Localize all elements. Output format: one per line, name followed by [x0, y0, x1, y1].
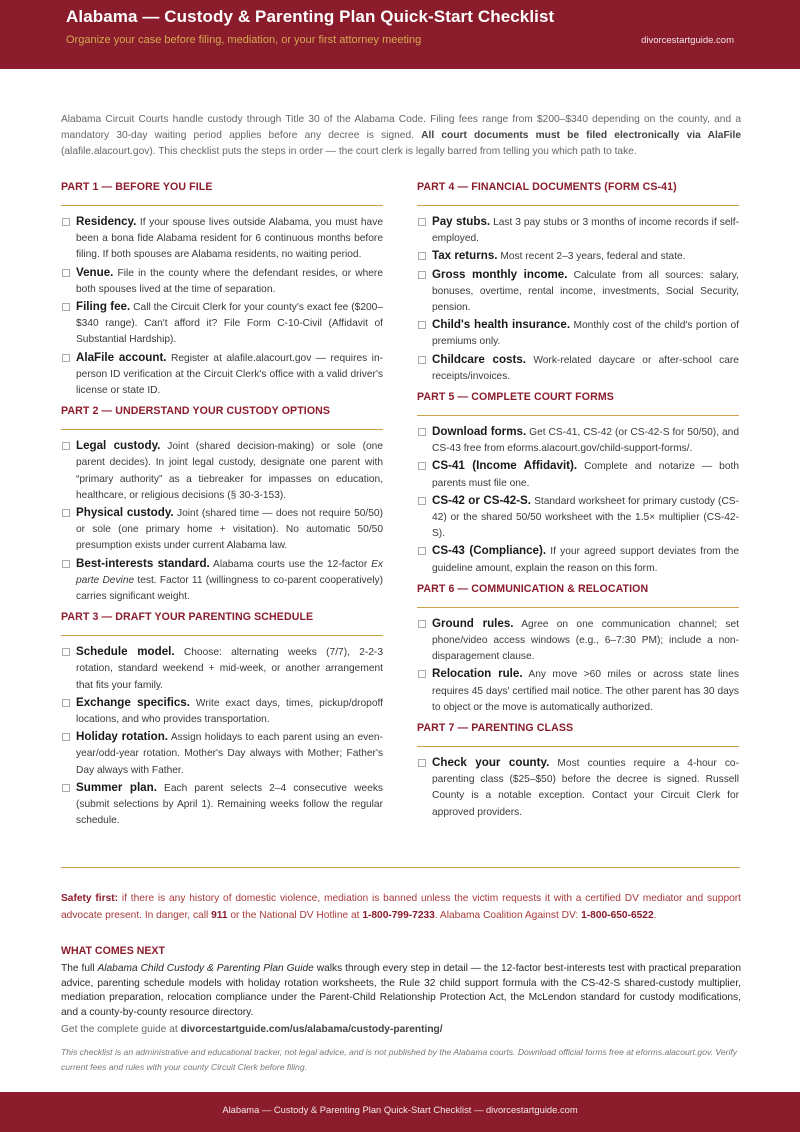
item-text: Choose: alternating weeks (7/7), 2-2-3 rotation, standard weekend + mid-week, or another arrangement that fits your family.	[76, 647, 383, 691]
checklist-item	[61, 556, 383, 606]
part-5-section	[417, 391, 739, 577]
item-text: If your spouse lives outside Alabama, you must have been a bona fide Alabama resident for 6 continuous months before filing. If both spouses are Alabama residents, no waiting period.	[76, 217, 383, 261]
item-label: Summer plan.	[76, 780, 157, 794]
item-text: Write exact days, times, pickup/dropoff locations, and who provides transportation.	[76, 697, 383, 726]
checkbox[interactable]	[418, 759, 426, 767]
item-text: Each parent selects 2–4 consecutive weeks (submit selections by April 1). Remaining weeks follow the regular schedule.	[76, 782, 384, 827]
checkbox[interactable]	[62, 442, 70, 450]
section-divider	[417, 746, 739, 747]
section-divider	[417, 607, 739, 608]
right-column	[417, 178, 739, 827]
item-label: Tax returns.	[432, 249, 498, 263]
guide-link-line	[61, 1024, 443, 1035]
item-label: Check your county.	[432, 756, 550, 770]
checklist-item	[61, 350, 383, 400]
checkbox[interactable]	[62, 509, 70, 517]
page-title: Alabama — Custody & Parenting Plan Quick-Start Checklist	[66, 7, 555, 26]
checklist-item	[61, 299, 383, 349]
guide-link[interactable]: divorcestartguide.com/us/alabama/custody-parenting/	[180, 1024, 443, 1035]
part-7-section	[417, 722, 739, 821]
item-label: CS-41 (Income Affidavit).	[432, 459, 578, 473]
part-2-title: PART 2 — UNDERSTAND YOUR CUSTODY OPTIONS	[61, 405, 331, 418]
item-label: Best-interests standard.	[76, 556, 210, 570]
section-divider	[417, 205, 739, 206]
item-label: Physical custody.	[76, 506, 174, 520]
checklist-item	[417, 352, 739, 385]
item-text: Complete and notarize — both parents must file one.	[432, 461, 739, 489]
section-divider	[417, 415, 739, 416]
page-header	[0, 0, 800, 69]
checkbox[interactable]	[418, 620, 426, 628]
checkbox[interactable]	[418, 218, 426, 226]
item-label: Exchange specifics.	[76, 695, 190, 709]
safety-text: or the National DV Hotline at	[227, 909, 363, 921]
item-text: Get CS-41, CS-42 (or CS-42-S for 50/50), and CS-43 free from eforms.alacourt.gov/child-support-forms/.	[432, 427, 739, 455]
section-divider	[61, 429, 383, 430]
checklist-item	[417, 755, 739, 821]
checkbox[interactable]	[62, 784, 70, 792]
intro-text: (alafile.alacourt.gov). This checklist puts the steps in order — the court clerk is legally barred from telling you which path to take.	[61, 146, 637, 157]
checklist-item	[61, 505, 383, 555]
checkbox[interactable]	[62, 699, 70, 707]
next-text: walks through every step in detail — the 12-factor best-interests test with practical preparation advice, parenting schedule models with holiday rotation worksheets, the Rule 32 child support formula with the CS-42-S shared-custody multiplier, mediation preparation, relocation compliance under the Parent-Child Relationship Protection Act, the McLendon standard for custody modifications, and a county-by-county resource directory.	[61, 963, 741, 1018]
checklist-item	[61, 644, 383, 694]
checklist-item	[61, 780, 383, 830]
checklist-item	[417, 543, 739, 576]
part-3-section	[61, 611, 383, 829]
item-text: Joint (shared time — does not require 50/50) or sole (one primary home + visitation). No automatic 50/50 presumption exists under current Alabama law.	[76, 508, 383, 552]
footer-text: Alabama — Custody & Parenting Plan Quick-Start Checklist — divorcestartguide.com	[222, 1104, 578, 1115]
item-text: Joint (shared decision-making) or sole (one parent decides). In joint legal custody, designate one parent with “primary authority” as a tiebreaker for impasses on education, healthcare, or religious decisions (§ 30-3-153).	[76, 441, 383, 501]
item-label: Gross monthly income.	[432, 267, 568, 281]
checklist-item	[417, 458, 739, 491]
item-label: Relocation rule.	[432, 667, 523, 681]
checklist-item	[417, 214, 739, 247]
item-text: Last 3 pay stubs or 3 months of income records if self-employed.	[432, 217, 739, 245]
item-label: Legal custody.	[76, 439, 161, 453]
guide-title: Alabama Child Custody & Parenting Plan Guide	[97, 963, 314, 974]
checkbox[interactable]	[418, 356, 426, 364]
emergency-number: 911	[211, 909, 228, 921]
item-label: Holiday rotation.	[76, 730, 169, 744]
item-text: Most recent 2–3 years, federal and state.	[500, 251, 686, 263]
checkbox[interactable]	[62, 303, 70, 311]
checklist-item	[61, 695, 383, 728]
item-text: If your agreed support deviates from the guideline amount, explain the reason on this form.	[432, 546, 739, 574]
item-label: Venue.	[76, 265, 114, 279]
item-text: test. Factor 11 (willingness to co-parent cooperatively) carries significant weight.	[76, 574, 383, 603]
item-label: Ground rules.	[432, 616, 514, 630]
intro-paragraph	[61, 112, 741, 160]
checkbox[interactable]	[418, 497, 426, 505]
item-text: Monthly cost of the child's portion of premiums only.	[432, 320, 739, 348]
part-6-section	[417, 583, 739, 716]
what-comes-next-title: WHAT COMES NEXT	[61, 945, 165, 957]
item-label: Pay stubs.	[432, 215, 491, 228]
section-divider	[61, 635, 383, 636]
part-1-title: PART 1 — BEFORE YOU FILE	[61, 181, 213, 193]
checklist-item	[417, 666, 739, 716]
checkbox[interactable]	[418, 252, 426, 260]
checkbox[interactable]	[62, 560, 70, 568]
part-1-section	[61, 181, 383, 399]
content-divider	[61, 867, 740, 868]
item-text: Standard worksheet for primary custody (CS-42) or the shared 50/50 worksheet with the 1.5× multiplier (CS-42-S).	[432, 495, 739, 540]
item-text: Most counties require a 4-hour co-parenting class ($25–$50) before the decree is signed. Russell County is a notable exception. Contact your Circuit Clerk for approved providers.	[432, 758, 739, 818]
item-label: Filing fee.	[76, 300, 131, 314]
disclaimer: This checklist is an administrative and educational tracker, not legal advice, and is not published by the Alabama courts. Download official forms free at eforms.alacourt.gov. Verify current fees and rules with your county Circuit Clerk before filing.	[61, 1047, 738, 1072]
checklist-item	[61, 438, 383, 504]
checklist-item	[417, 267, 739, 317]
checkbox[interactable]	[418, 547, 426, 555]
intro-text: Alabama Circuit Courts handle custody through Title 30 of the Alabama Code. Filing fees range from $200–$340 depending on the county, and a mandatory 30-day waiting period applies before any decree is signed.	[61, 114, 741, 141]
what-comes-next-body	[61, 962, 741, 1020]
item-text: Register at alafile.alacourt.gov — requires in-person ID verification at the Circuit Clerk's office with a valid driver's license or state ID.	[76, 352, 383, 397]
safety-text: .	[653, 909, 657, 921]
hotline-number: 1-800-799-7233	[362, 909, 435, 921]
checklist-item	[61, 729, 383, 779]
checklist-item	[417, 493, 739, 543]
safety-text: if there is any history of domestic violence, mediation is banned unless the victim requests it with a certified DV mediator and support advocate present. In danger, call	[61, 893, 741, 921]
item-label: CS-42 or CS-42-S.	[432, 493, 532, 507]
part-6-title: PART 6 — COMMUNICATION & RELOCATION	[417, 582, 649, 595]
part-7-title: PART 7 — PARENTING CLASS	[417, 722, 574, 735]
safety-label: Safety first:	[61, 893, 119, 904]
item-text: File in the county where the defendant resides, or where both spouses lived at the time of separation.	[76, 267, 383, 295]
safety-text: . Alabama Coalition Against DV:	[434, 909, 582, 921]
checklist-item	[417, 616, 739, 666]
checkbox[interactable]	[62, 354, 70, 362]
item-text: Any move >60 miles or across state lines requires 45 days' certified mail notice. The other parent has 30 days to object or the move is automatically authorized.	[432, 669, 739, 713]
checklist-item	[61, 265, 383, 298]
part-5-title: PART 5 — COMPLETE COURT FORMS	[417, 391, 614, 404]
checkbox[interactable]	[418, 670, 426, 678]
item-text: Work-related daycare or after-school care receipts/invoices.	[432, 354, 739, 382]
item-text: Alabama courts use the 12-factor	[213, 558, 372, 570]
page-footer	[0, 1092, 800, 1132]
section-divider	[61, 205, 383, 206]
page-subtitle: Organize your case before filing, mediation, or your first attorney meeting	[66, 34, 422, 46]
part-4-title: PART 4 — FINANCIAL DOCUMENTS (FORM CS-41)	[417, 181, 677, 193]
item-text: Agree on one communication channel; set phone/video access windows (e.g., 6–7:30 PM); include a non-disparagement clause.	[432, 618, 739, 663]
checkbox[interactable]	[62, 218, 70, 226]
checkbox[interactable]	[418, 428, 426, 436]
safety-notice	[61, 891, 741, 924]
item-label: Download forms.	[432, 425, 527, 439]
site-name: divorcestartguide.com	[641, 35, 734, 46]
item-label: Child's health insurance.	[432, 318, 571, 332]
checklist-item	[61, 214, 383, 264]
intro-bold: All court documents must be filed electronically via AlaFile	[421, 130, 741, 141]
case-name: Ex parte Devine	[76, 558, 383, 586]
checklist-item	[417, 248, 739, 265]
checkbox[interactable]	[418, 271, 426, 279]
part-2-section	[61, 405, 383, 605]
checkbox[interactable]	[62, 269, 70, 277]
left-column	[61, 178, 383, 836]
link-prefix: Get the complete guide at	[61, 1024, 181, 1035]
part-4-section	[417, 181, 739, 385]
checkbox[interactable]	[418, 321, 426, 329]
item-label: Residency.	[76, 215, 137, 228]
coalition-number: 1-800-650-6522	[581, 909, 654, 921]
item-label: Childcare costs.	[432, 352, 527, 366]
checklist-item	[417, 317, 739, 350]
checkbox[interactable]	[62, 648, 70, 656]
checklist-item	[417, 424, 739, 457]
item-text: Calculate from all sources: salary, bonuses, overtime, rental income, investments, Social Security, pension.	[432, 269, 739, 314]
checkbox[interactable]	[62, 733, 70, 741]
checkbox[interactable]	[418, 462, 426, 470]
item-label: AlaFile account.	[76, 350, 167, 364]
part-3-title: PART 3 — DRAFT YOUR PARENTING SCHEDULE	[61, 611, 314, 624]
next-text: The full	[61, 963, 98, 974]
item-label: CS-43 (Compliance).	[432, 544, 547, 558]
item-label: Schedule model.	[76, 645, 175, 659]
item-text: Assign holidays to each parent using an even-year/odd-year rotation. Mother's Day always with Mother; Father's Day always with Father.	[76, 732, 383, 776]
item-text: Call the Circuit Clerk for your county's exact fee ($200–$340 range). Can't afford it? File Form C-10-Civil (Affidavit of Substantial Hardship).	[76, 302, 383, 346]
